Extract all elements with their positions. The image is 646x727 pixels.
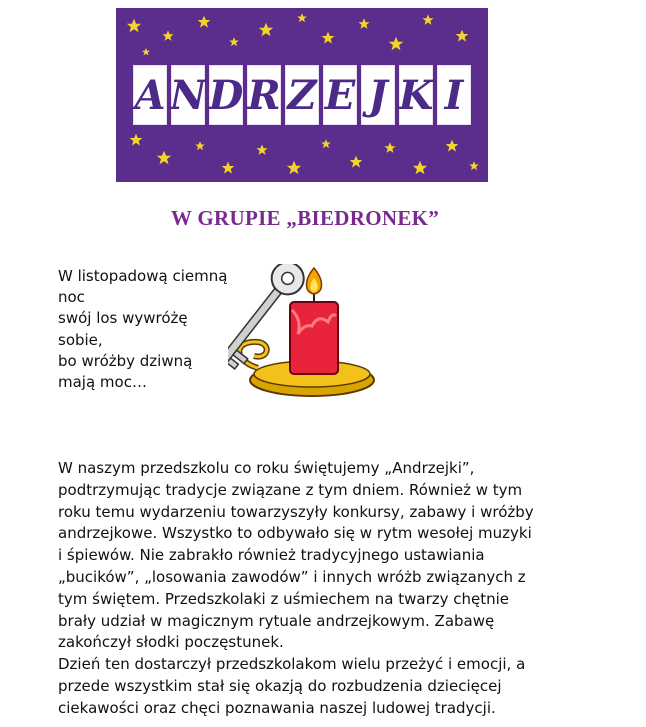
article-body: [58, 458, 578, 720]
poem-line: swój los wywróżę: [58, 309, 188, 328]
body-line: Dzień ten dostarczył przedszkolakom wielu przeżyć i emocji, a: [58, 655, 526, 674]
body-line: podtrzymując tradycje związane z tym dniem. Również w tym: [58, 480, 523, 499]
body-line: W naszym przedszkolu co roku świętujemy „Andrzejki”,: [58, 459, 475, 477]
poem: [58, 266, 248, 393]
poem-line: bo wróżby dziwną: [58, 351, 193, 370]
title-letter: Z: [285, 65, 319, 125]
body-line: i śpiewów. Nie zabrakło również tradycyjnego ustawiania: [58, 546, 485, 565]
body-line: przede wszystkim stał się okazją do rozbudzenia dziecięcej: [58, 676, 502, 695]
body-line: zakończył słodki poczęstunek.: [58, 633, 284, 652]
body-line: andrzejkowe. Wszystko to odbywało się w rytm wesołej muzyki: [58, 524, 532, 543]
body-line: tym świętem. Przedszkolaki z uśmiechem na twarzy chętnie: [58, 589, 510, 608]
title-letter: I: [437, 65, 471, 125]
poem-line: noc: [58, 288, 85, 307]
title-letter: J: [361, 65, 395, 125]
title-letter: K: [399, 65, 433, 125]
page-title: W GRUPIE „BIEDRONEK”: [170, 206, 440, 230]
banner-title: [116, 60, 488, 130]
body-line: „bucików”, „losowania zawodów” i innych wróżb związanych z: [58, 567, 526, 586]
title-letter: D: [209, 65, 243, 125]
title-letter: R: [247, 65, 281, 125]
body-line: roku temu wydarzeniu towarzyszyły konkursy, zabawy i wróżby: [58, 502, 534, 521]
title-letter: A: [133, 65, 167, 125]
poem-line: W listopadową ciemną: [58, 267, 228, 285]
body-line: ciekawości oraz chęci poznawania naszej ludowej tradycji.: [58, 698, 496, 717]
andrzejki-banner: [116, 8, 488, 182]
title-letter: N: [171, 65, 205, 125]
poem-line: mają moc…: [58, 373, 147, 392]
body-line: brały udział w magicznym rytuale andrzejkowym. Zabawę: [58, 611, 495, 630]
candle-and-key-icon: [228, 264, 388, 418]
title-letter: E: [323, 65, 357, 125]
poem-line: sobie,: [58, 330, 103, 349]
